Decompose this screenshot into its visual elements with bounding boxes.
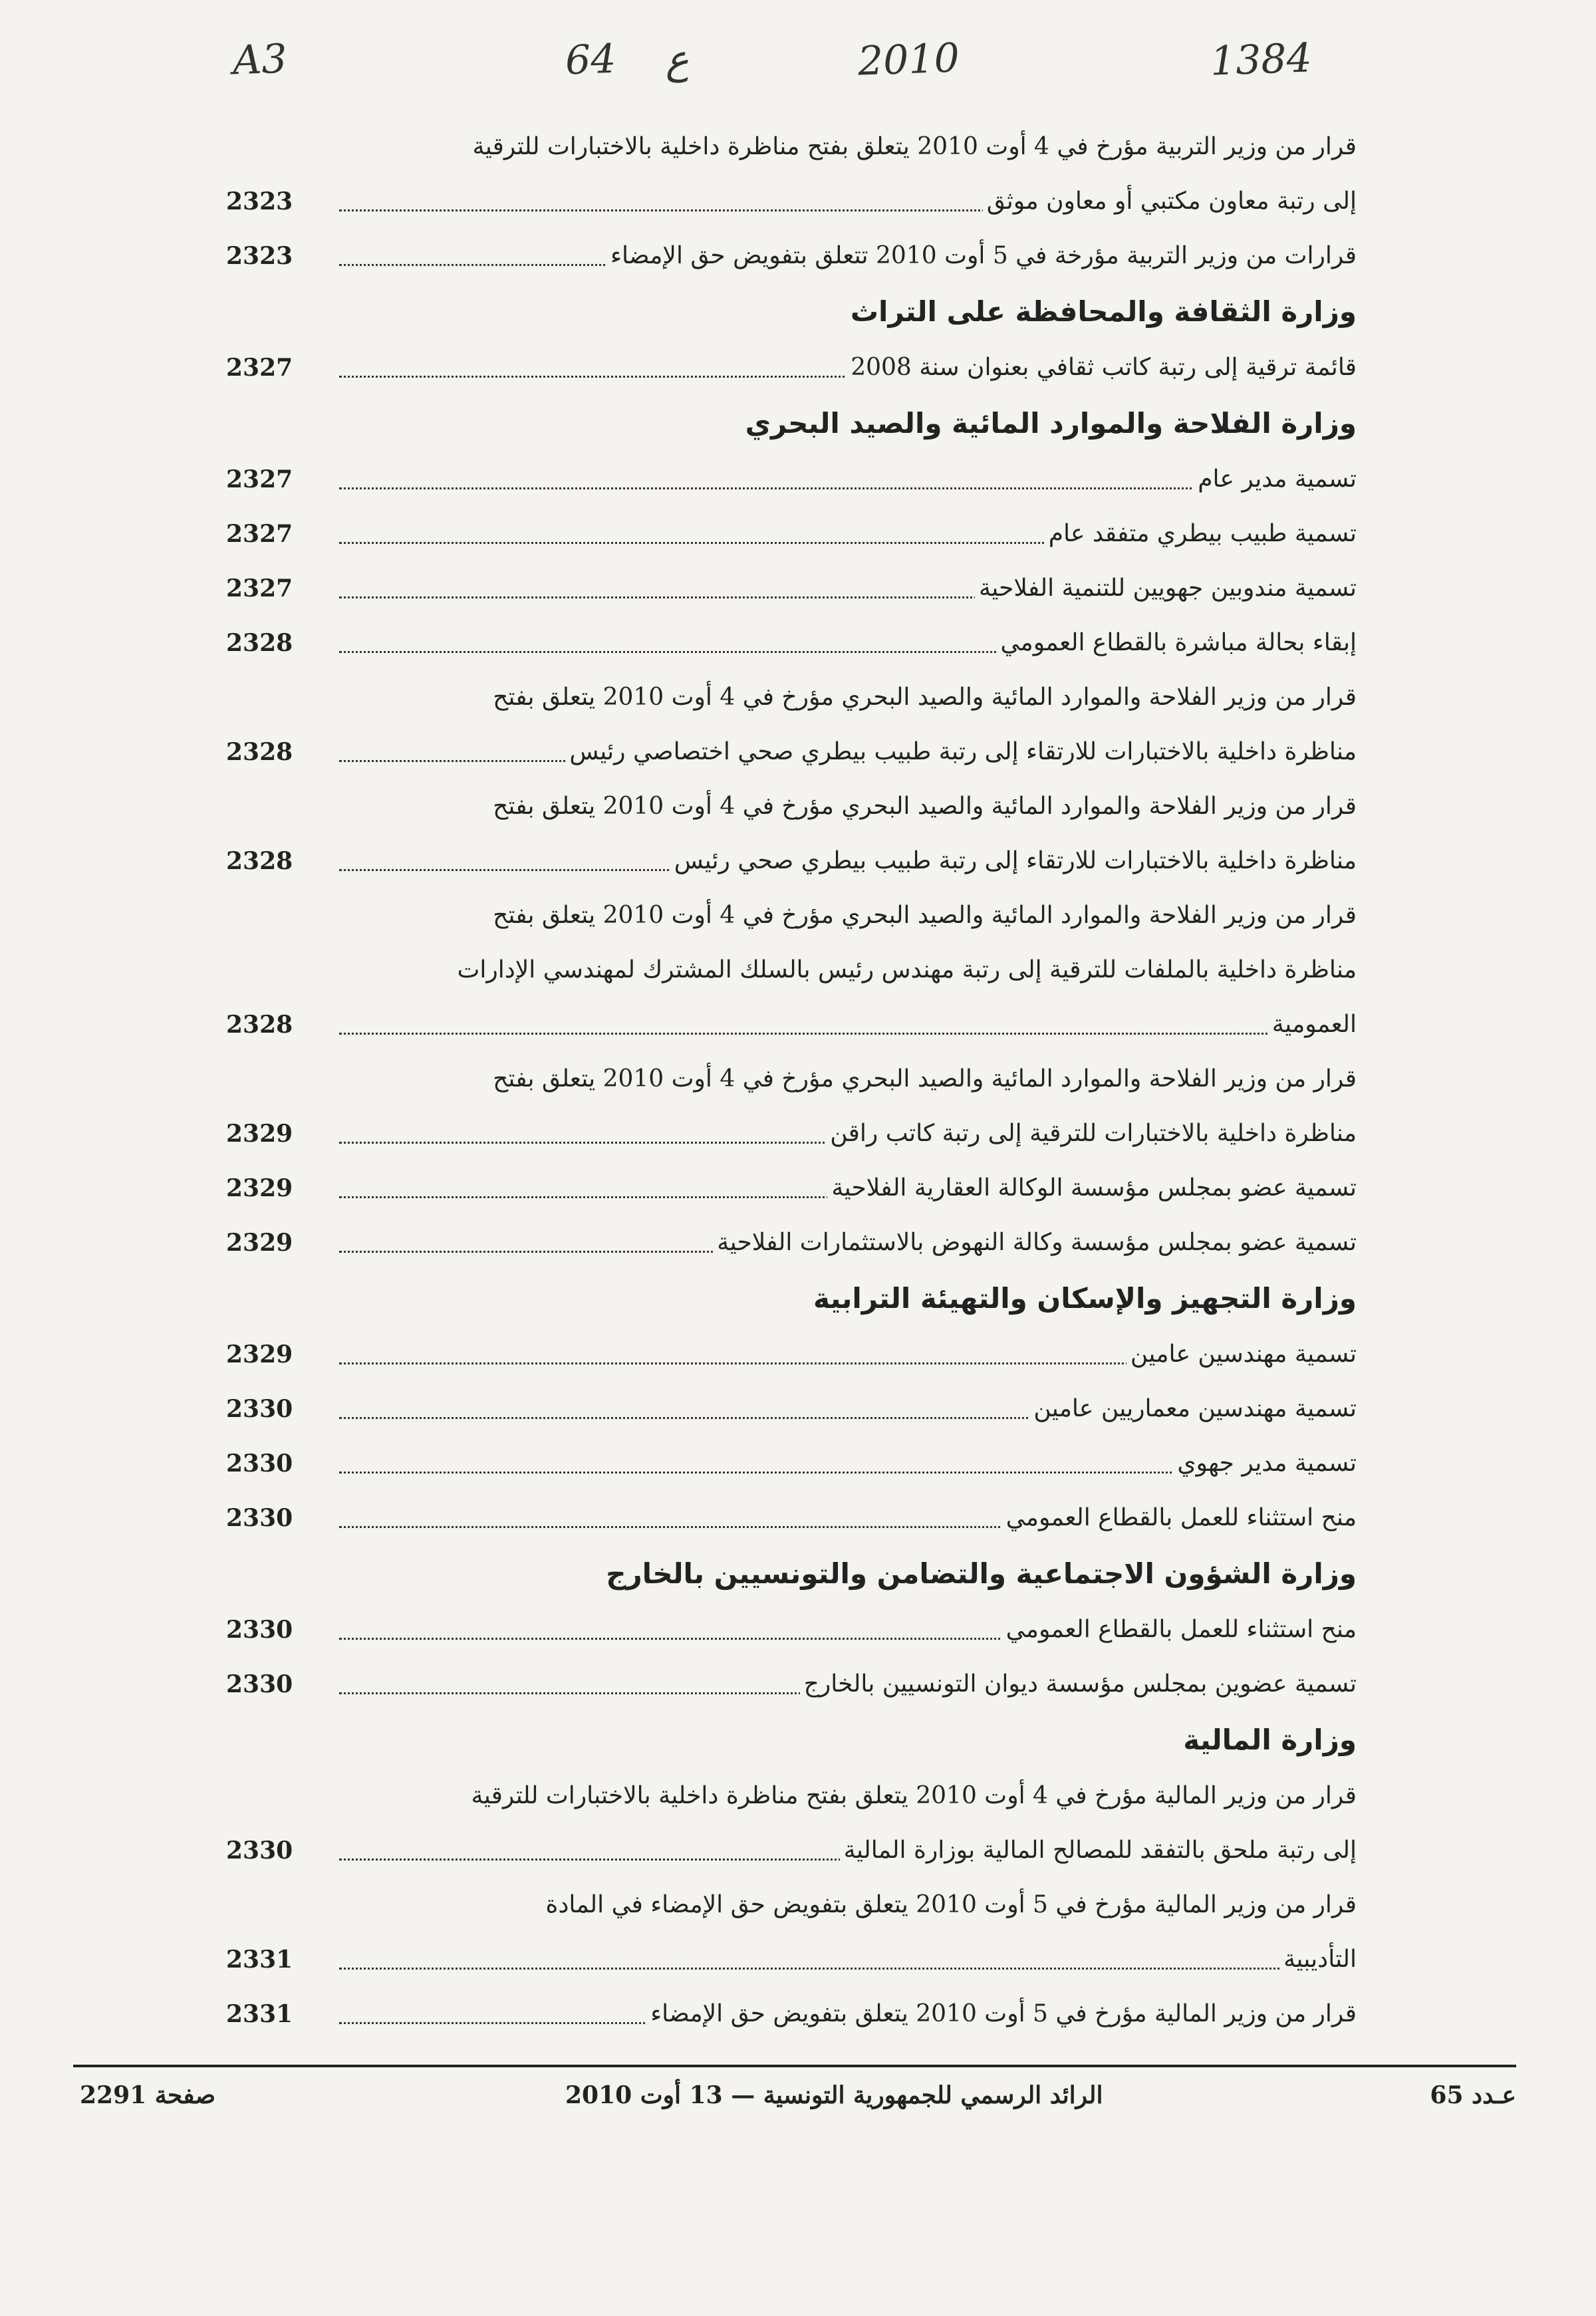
entry-label: التأديبية (1279, 1946, 1357, 1973)
entry-text (339, 1327, 1357, 1382)
entry-page-number: 2330 (226, 1670, 293, 1698)
entry-page-number: 2330 (226, 1504, 293, 1532)
entry-text (339, 1216, 1357, 1270)
toc-entry (226, 1106, 1357, 1161)
entry-label: إلى رتبة ملحق بالتفقد للمصالح المالية بوزارة المالية (840, 1837, 1357, 1864)
entry-text (339, 1823, 1357, 1878)
handwritten-mark-letter: ع (664, 36, 690, 84)
entry-page-number: 2330 (226, 1616, 293, 1644)
toc-entry (226, 340, 1357, 395)
entry-text (339, 1657, 1357, 1712)
toc-entry (226, 1823, 1357, 1878)
toc-entry (226, 452, 1357, 507)
toc-entry (226, 725, 1357, 779)
entry-text (339, 1878, 1357, 1932)
entry-label: قائمة ترقية إلى رتبة كاتب ثقافي بعنوان سنة 2008 (847, 354, 1357, 381)
toc-text-line (226, 888, 1357, 943)
toc-text-line (226, 670, 1357, 725)
entry-page-number: 2329 (226, 1229, 293, 1257)
entry-page-number: 2329 (226, 1120, 293, 1148)
entry-text (339, 834, 1357, 888)
entry-text (339, 725, 1357, 779)
entry-page-number: 2328 (226, 629, 293, 657)
entry-label: قرار من وزير المالية مؤرخ في 4 أوت 2010 يتعلق بفتح مناظرة داخلية بالاختبارات للترقية (471, 1782, 1357, 1809)
entry-text (339, 1603, 1357, 1657)
journal-title: الرائد الرسمي للجمهورية التونسية — 13 أوت 2010 (565, 2081, 1103, 2109)
entry-label: العمومية (1268, 1011, 1357, 1038)
entry-text (339, 174, 1357, 229)
entry-label: تسمية مدير جهوي (1173, 1450, 1357, 1477)
entry-label: تسمية عضو بمجلس مؤسسة وكالة النهوض بالاستثمارات الفلاحية (713, 1229, 1357, 1256)
table-of-contents (226, 120, 1357, 2041)
entry-text (339, 1382, 1357, 1436)
toc-entry (226, 1657, 1357, 1712)
toc-entry (226, 834, 1357, 888)
entry-page-number: 2331 (226, 2000, 293, 2028)
entry-text (339, 670, 1357, 725)
toc-entry (226, 174, 1357, 229)
entry-text (339, 507, 1357, 561)
entry-label: قرار من وزير الفلاحة والموارد المائية والصيد البحري مؤرخ في 4 أوت 2010 يتعلق بفتح (493, 793, 1357, 820)
entry-label: تسمية مهندسين معماريين عامين (1029, 1395, 1357, 1422)
entry-label: قرار من وزير الفلاحة والموارد المائية والصيد البحري مؤرخ في 4 أوت 2010 يتعلق بفتح (493, 684, 1357, 711)
entry-label: قرار من وزير التربية مؤرخ في 4 أوت 2010 يتعلق بفتح مناظرة داخلية بالاختبارات للترقية (472, 133, 1357, 160)
entry-text (339, 779, 1357, 834)
entry-label: إبقاء بحالة مباشرة بالقطاع العمومي (996, 629, 1357, 656)
entry-text (339, 616, 1357, 670)
toc-entry (226, 1216, 1357, 1270)
handwritten-mark-code: 1384 (1209, 35, 1313, 85)
handwritten-mark-number: 64 (564, 35, 617, 84)
entry-text (339, 1052, 1357, 1106)
entry-text (339, 452, 1357, 507)
toc-text-line (226, 943, 1357, 997)
toc-text-line (226, 779, 1357, 834)
toc-entry (226, 1603, 1357, 1657)
entry-label: مناظرة داخلية بالاختبارات للارتقاء إلى رتبة طبيب بيطري صحي رئيس (670, 847, 1357, 874)
page-footer (73, 2081, 1516, 2121)
entry-page-number: 2330 (226, 1395, 293, 1423)
toc-entry (226, 1382, 1357, 1436)
entry-text (339, 888, 1357, 943)
ministry-heading: وزارة الفلاحة والموارد المائية والصيد البحري (745, 407, 1357, 440)
footer-divider (73, 2065, 1516, 2067)
entry-page-number: 2323 (226, 188, 293, 215)
entry-text (339, 943, 1357, 997)
toc-entry (226, 997, 1357, 1052)
toc-text-line (226, 1878, 1357, 1932)
entry-label: قرار من وزير الفلاحة والموارد المائية والصيد البحري مؤرخ في 4 أوت 2010 يتعلق بفتح (493, 902, 1357, 929)
entry-text (339, 997, 1357, 1052)
toc-entry (226, 1491, 1357, 1545)
entry-page-number: 2328 (226, 738, 293, 766)
entry-page-number: 2327 (226, 575, 293, 602)
entry-page-number: 2330 (226, 1450, 293, 1478)
toc-entry (226, 616, 1357, 670)
toc-entry (226, 1932, 1357, 1987)
entry-text (339, 229, 1357, 283)
entry-page-number: 2329 (226, 1341, 293, 1368)
entry-page-number: 2331 (226, 1946, 293, 1974)
ministry-heading: وزارة التجهيز والإسكان والتهيئة الترابية (813, 1282, 1357, 1315)
toc-entry (226, 229, 1357, 283)
issue-number: عـدد 65 (1430, 2081, 1516, 2109)
toc-text-line (226, 120, 1357, 174)
entry-label: مناظرة داخلية بالاختبارات للارتقاء إلى رتبة طبيب بيطري صحي اختصاصي رئيس (565, 738, 1357, 765)
entry-text (339, 1106, 1357, 1161)
entry-label: مناظرة داخلية بالاختبارات للترقية إلى رتبة كاتب راقن (826, 1120, 1357, 1147)
entry-page-number: 2327 (226, 520, 293, 548)
toc-text-line (226, 1052, 1357, 1106)
entry-text (339, 561, 1357, 616)
entry-text (339, 1932, 1357, 1987)
entry-label: تسمية طبيب بيطري متفقد عام (1045, 520, 1357, 547)
toc-text-line (226, 1769, 1357, 1823)
entry-label: منح استثناء للعمل بالقطاع العمومي (1002, 1504, 1357, 1531)
entry-page-number: 2327 (226, 465, 293, 493)
entry-label: إلى رتبة معاون مكتبي أو معاون موثق (983, 188, 1357, 215)
entry-label: قرار من وزير المالية مؤرخ في 5 أوت 2010 يتعلق بتفويض حق الإمضاء في المادة (545, 1891, 1357, 1918)
handwritten-mark-a3: A3 (231, 35, 288, 84)
ministry-heading: وزارة المالية (1183, 1724, 1357, 1756)
page-number: صفحة 2291 (80, 2081, 216, 2109)
toc-entry (226, 507, 1357, 561)
entry-label: تسمية مندوبين جهويين للتنمية الفلاحية (975, 575, 1357, 602)
entry-text (339, 340, 1357, 395)
toc-entry (226, 561, 1357, 616)
toc-entry (226, 1161, 1357, 1216)
entry-label: تسمية مهندسين عامين (1127, 1341, 1357, 1368)
entry-label: تسمية عضو بمجلس مؤسسة الوكالة العقارية الفلاحية (827, 1174, 1357, 1202)
entry-text (339, 120, 1357, 174)
entry-page-number: 2330 (226, 1837, 293, 1865)
entry-label: تسمية مدير عام (1194, 465, 1357, 493)
entry-page-number: 2329 (226, 1174, 293, 1202)
entry-label: تسمية عضوين بمجلس مؤسسة ديوان التونسيين بالخارج (800, 1670, 1357, 1698)
entry-text (339, 1769, 1357, 1823)
entry-label: قرار من وزير المالية مؤرخ في 5 أوت 2010 يتعلق بتفويض حق الإمضاء (646, 2000, 1357, 2027)
entry-page-number: 2328 (226, 847, 293, 875)
entry-label: قرارات من وزير التربية مؤرخة في 5 أوت 2010 تتعلق بتفويض حق الإمضاء (606, 242, 1357, 269)
ministry-heading: وزارة الشؤون الاجتماعية والتضامن والتونسيين بالخارج (606, 1557, 1357, 1590)
entry-text (339, 1161, 1357, 1216)
entry-text (339, 1436, 1357, 1491)
entry-page-number: 2327 (226, 354, 293, 382)
entry-page-number: 2323 (226, 242, 293, 270)
ministry-heading: وزارة الثقافة والمحافظة على التراث (850, 295, 1357, 328)
entry-text (339, 1987, 1357, 2041)
handwritten-mark-year: 2010 (857, 35, 960, 85)
toc-entry (226, 1436, 1357, 1491)
toc-entry (226, 1987, 1357, 2041)
entry-text (339, 1491, 1357, 1545)
toc-entry (226, 1327, 1357, 1382)
entry-page-number: 2328 (226, 1011, 293, 1039)
entry-label: مناظرة داخلية بالملفات للترقية إلى رتبة مهندس رئيس بالسلك المشترك لمهندسي الإدارات (457, 956, 1357, 983)
entry-label: قرار من وزير الفلاحة والموارد المائية والصيد البحري مؤرخ في 4 أوت 2010 يتعلق بفتح (493, 1065, 1357, 1093)
entry-label: منح استثناء للعمل بالقطاع العمومي (1002, 1616, 1357, 1643)
